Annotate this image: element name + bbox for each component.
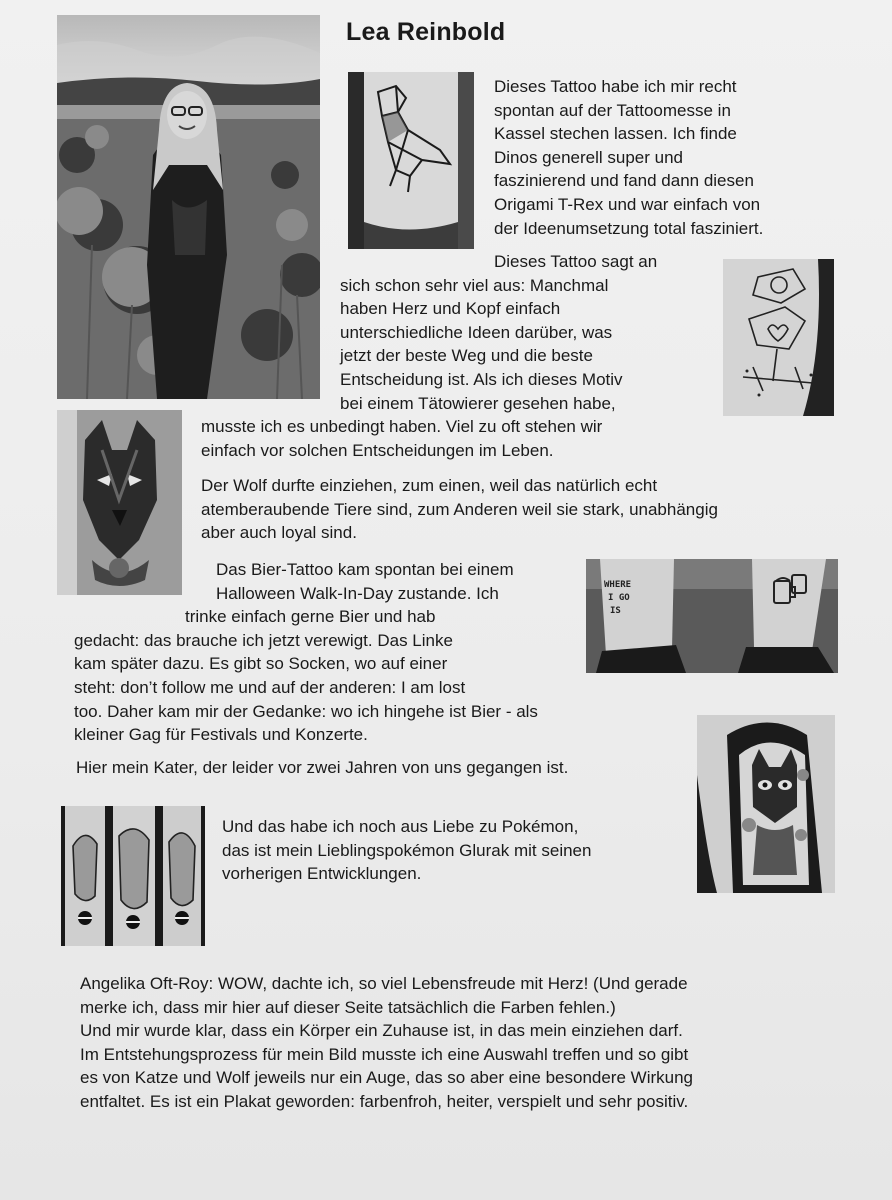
heart-head-tattoo-photo	[723, 259, 834, 416]
wolf-paragraph: Der Wolf durfte einziehen, zum einen, weil das natürlich echt atemberaubende Tiere sind, zum Anderen weil sie stark, unabhängig aber auch loyal sind.	[201, 476, 718, 543]
pokemon-paragraph: Und das habe ich noch aus Liebe zu Pokémon, das ist mein Lieblingspokémon Glurak mit seinen vorherigen Entwicklungen.	[222, 817, 592, 884]
tattoo-lettering: WHERE I GO IS	[604, 580, 632, 616]
heart-head-paragraph-middle: sich schon sehr viel aus: Manchmal haben Herz und Kopf einfach unterschiedliche Ideen darüber, was jetzt der beste Weg und die beste Entscheidung ist. Als ich dieses Motiv bei einem Tätowierer gesehen habe,	[340, 275, 623, 413]
pokemon-tattoo-photo	[61, 806, 205, 946]
page-title: Lea Reinbold	[346, 18, 506, 46]
artist-comment-paragraph: Angelika Oft-Roy: WOW, dachte ich, so viel Lebensfreude mit Herz! (Und gerade merke ich, dass mir hier auf dieser Seite tatsächlich die Farben fehlen.) Und mir wurde klar, dass ein Körper ein Zuhause ist, in das mein einziehen darf. Im Entstehungsprozess für mein Bild musste ich eine Auswahl treffen und so gibt es von Katze und Wolf jeweils nur ein Auge, das so aber eine besondere Wirkung entfaltet. Es ist ein Plakat geworden: farbenfroh, heiter, verspielt und sehr positiv.	[80, 974, 693, 1111]
heart-head-paragraph-bottom: musste ich es unbedingt haben. Viel zu oft stehen wir einfach vor solchen Entscheidungen im Leben.	[201, 417, 603, 460]
trex-tattoo-photo	[348, 72, 474, 249]
portrait-photo	[57, 15, 320, 399]
dino-paragraph: Dieses Tattoo habe ich mir recht spontan auf der Tattoomesse in Kassel stechen lassen. Ich finde Dinos generell super und faszinierend und fand dann diesen Origami T-Rex und war einfach von der Ideenumsetzung total fasziniert.	[494, 77, 764, 238]
cat-tattoo-photo	[697, 715, 835, 893]
beer-paragraph-top: Das Bier-Tattoo kam spontan bei einem Halloween Walk-In-Day zustande. Ich	[216, 560, 514, 603]
heart-head-paragraph-top: Dieses Tattoo sagt an	[494, 252, 658, 271]
beer-paragraph-indent: trinke einfach gerne Bier und hab	[185, 607, 436, 627]
beer-paragraph-bottom: gedacht: das brauche ich jetzt verewigt. Das Linke kam später dazu. Es gibt so Socken, wo auf einer steht: don’t follow me und auf der anderen: I am lost too. Daher kam mir der Gedanke: wo ich hingehe ist Bier - als kleiner Gag für Festivals und Konzerte.	[74, 630, 538, 745]
cat-paragraph: Hier mein Kater, der leider vor zwei Jahren von uns gegangen ist.	[76, 758, 569, 777]
wolf-tattoo-photo	[57, 410, 182, 595]
beer-tattoo-photo	[586, 559, 838, 673]
